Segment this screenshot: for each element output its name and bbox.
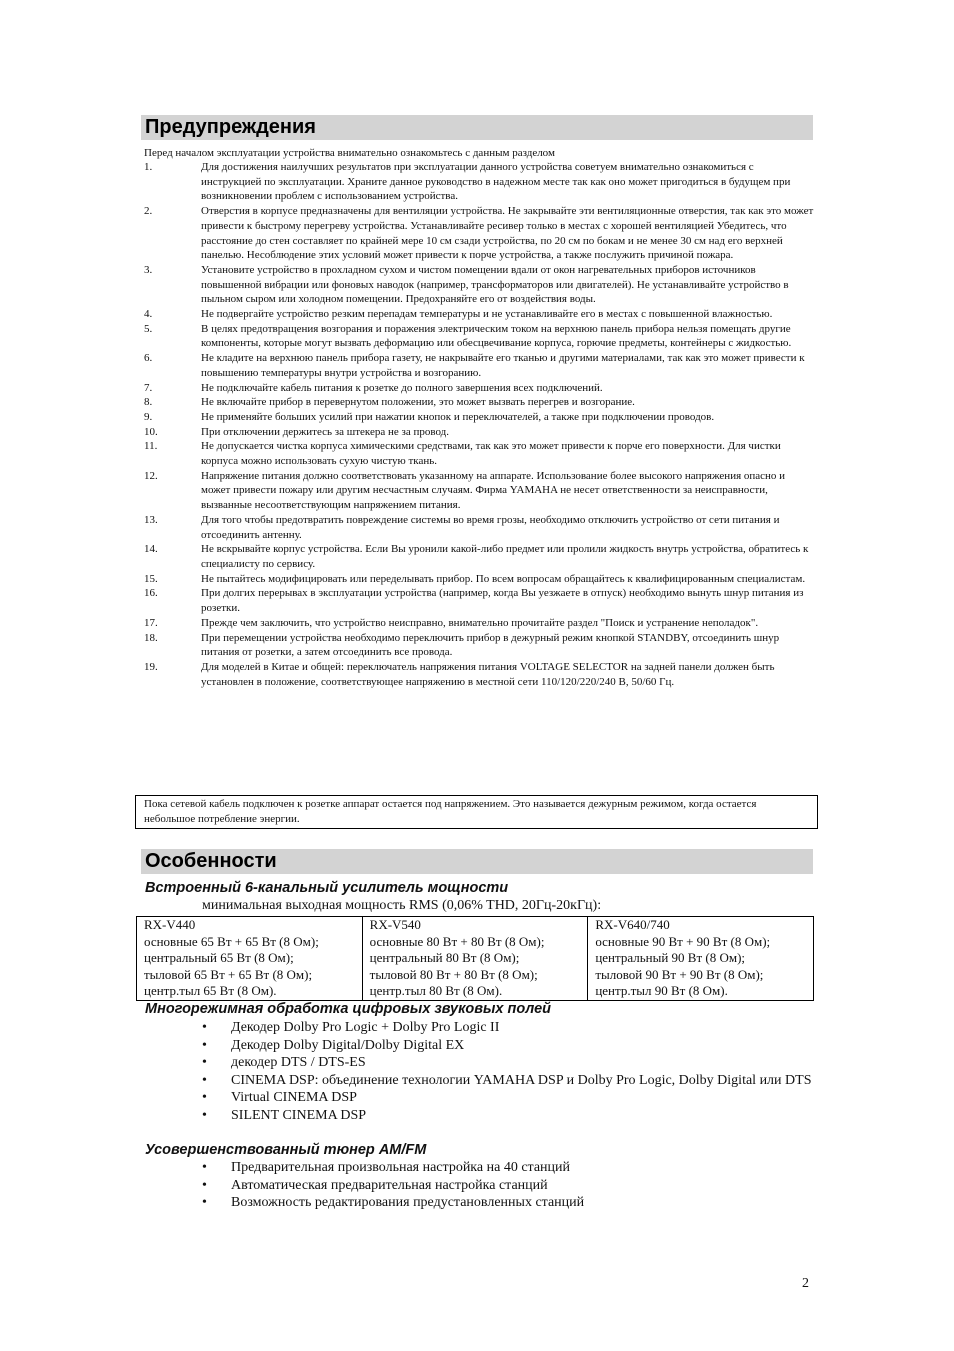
spec-line: центральный 65 Вт (8 Ом); xyxy=(144,950,294,965)
warning-number: 13. xyxy=(144,513,158,526)
bullet-icon: • xyxy=(202,1072,207,1088)
warning-number: 4. xyxy=(144,308,153,321)
warning-item xyxy=(144,395,814,410)
spec-line: основные 90 Вт + 90 Вт (8 Ом); xyxy=(595,933,771,949)
tuner-heading: Усовершенствованный тюнер AM/FM xyxy=(145,1142,427,1158)
bullet-icon: • xyxy=(202,1037,207,1053)
spec-cell-rx-v540 xyxy=(362,917,588,1001)
warning-item xyxy=(144,513,814,542)
spec-line: тыловой 90 Вт + 90 Вт (8 Ом); xyxy=(595,966,764,982)
list-item-text: Декодер Dolby Pro Logic + Dolby Pro Logic II xyxy=(231,1020,500,1035)
warning-text: Не пытайтесь модифицировать или переделывать прибор. По всем вопросам обращайтесь к квалифицированным специалистам. xyxy=(201,572,806,585)
warning-number: 5. xyxy=(144,322,153,335)
warning-number: 12. xyxy=(144,469,158,482)
list-item-text: Декодер Dolby Digital/Dolby Digital EX xyxy=(231,1037,465,1053)
warning-text: Для достижения наилучших результатов при эксплуатации данного устройства советуем внимательно ознакомиться с инструкцией по эксплуатации. Храните данное руководство в надежном месте так как оно может пригодиться в будущем при возникновении проблем с использованием устройства. xyxy=(201,161,791,203)
bullet-icon: • xyxy=(202,1177,207,1193)
spec-line: центр.тыл 65 Вт (8 Ом). xyxy=(144,983,277,998)
spec-line: тыловой 65 Вт + 65 Вт (8 Ом); xyxy=(144,966,313,982)
warning-text: Для моделей в Китае и общей: переключатель напряжения питания VOLTAGE SELECTOR на задней панели должен быть установлен в положение, соответствующее напряжению в местной сети 110/120/220/240 В, 50/60 Гц. xyxy=(201,660,775,688)
spec-line: тыловой 80 Вт + 80 Вт (8 Ом); xyxy=(369,966,538,982)
warning-text: При отключении держитесь за штекера не за провод. xyxy=(201,425,450,438)
list-item xyxy=(202,1107,812,1125)
warning-item xyxy=(144,586,814,615)
warning-text: Не включайте прибор в перевернутом положении, это может вызвать перегрев и возгорание. xyxy=(201,396,635,409)
warning-number: 6. xyxy=(144,352,153,365)
warning-item xyxy=(144,660,814,689)
warnings-heading: Предупреждения xyxy=(141,115,813,140)
list-item xyxy=(202,1089,812,1107)
warning-item xyxy=(144,439,814,468)
list-item xyxy=(202,1159,812,1177)
warning-number: 8. xyxy=(144,396,153,409)
warning-text: Не применяйте больших усилий при нажатии кнопок и переключателей, а также при подключении проводов. xyxy=(201,410,715,423)
warning-item xyxy=(144,616,814,631)
warning-number: 17. xyxy=(144,616,158,629)
spec-line: центральный 80 Вт (8 Ом); xyxy=(369,950,520,965)
spec-cell-rx-v640-740 xyxy=(588,917,814,1001)
warning-item xyxy=(144,425,814,440)
warning-item xyxy=(144,572,814,587)
warning-item xyxy=(144,351,814,380)
amp-heading: Встроенный 6-канальный усилитель мощности xyxy=(145,880,509,896)
warning-text: Не допускается чистка корпуса химическими средствами, так как это может привести к порче его поверхности. Для чистки корпуса можно использовать сухую чистую ткань. xyxy=(201,440,781,468)
warning-text: Не вскрывайте корпус устройства. Если Вы уронили какой-либо предмет или пролили жидкость внутрь устройства, обратитесь к специалисту по сервису. xyxy=(201,543,809,570)
warning-text: При долгих перерывах в эксплуатации устройства (например, когда Вы уезжаете в отпуск) необходимо вынуть шнур питания из розетки. xyxy=(201,587,804,615)
list-item-text: декодер DTS / DTS-ES xyxy=(231,1055,366,1070)
warning-number: 11. xyxy=(144,440,158,453)
list-item xyxy=(202,1177,812,1195)
rms-spec-line: минимальная выходная мощность RMS (0,06% THD, 20Гц-20кГц): xyxy=(202,898,602,913)
warning-item xyxy=(144,469,814,513)
warning-number: 15. xyxy=(144,572,158,585)
list-item-text: Возможность редактирования предустановленных станций xyxy=(231,1195,585,1210)
list-item xyxy=(202,1037,812,1055)
warning-text: Не кладите на верхнюю панель прибора газету, не накрывайте его тканью и другими материалами, так как это может привести к повышению температуры внутри устройства и возгоранию. xyxy=(201,352,805,379)
warning-text: Прежде чем заключить, что устройство неисправно, внимательно прочитайте раздел "Поиск и устранение неполадок". xyxy=(201,616,759,629)
list-item xyxy=(202,1054,812,1072)
features-heading: Особенности xyxy=(141,849,813,874)
bullet-icon: • xyxy=(202,1055,207,1070)
list-item xyxy=(202,1019,812,1037)
warning-item xyxy=(144,307,814,322)
list-item-text: SILENT CINEMA DSP xyxy=(231,1107,367,1123)
spec-line: центральный 90 Вт (8 Ом); xyxy=(595,950,746,965)
warning-number: 1. xyxy=(144,161,153,173)
bullet-icon: • xyxy=(202,1090,207,1105)
warning-item xyxy=(144,160,814,204)
page-number: 2 xyxy=(802,1276,809,1291)
spec-line: основные 80 Вт + 80 Вт (8 Ом); xyxy=(369,933,545,949)
list-item-text: Virtual CINEMA DSP xyxy=(231,1090,357,1105)
list-item-text: Предварительная произвольная настройка на 40 станций xyxy=(231,1160,571,1175)
spec-line: основные 65 Вт + 65 Вт (8 Ом); xyxy=(144,933,319,949)
bullet-icon: • xyxy=(202,1107,207,1123)
list-item xyxy=(202,1194,812,1212)
warning-number: 9. xyxy=(144,410,153,423)
warning-text: В целях предотвращения возгорания и поражения электрическим током на верхнюю панель прибора нельзя помещать другие компоненты, которые могут вызвать деформацию или обесцвечивание корпуса, горючие предметы, контейнеры с жидкостью. xyxy=(201,322,792,350)
warning-text: Отверстия в корпусе предназначены для вентиляции устройства. Не закрывайте эти вентиляционные отверстия, так как это может привести к быстрому перегреву устройства. Устанавливайте ресивер только в местах с хорошей вентиляцией Убедитесь, что расстояние до стен составляет по крайней мере 10 см сзади устройства, по 20 см по бокам и не менее 30 см над его верхней панелью. Несоблюдение этих условий может привести к порче устройства, а также послужить причиной пожара. xyxy=(201,205,814,262)
warning-item xyxy=(144,322,814,351)
list-item-text: Автоматическая предварительная настройка станций xyxy=(231,1177,548,1193)
warning-number: 16. xyxy=(144,587,158,600)
dsp-feature-list xyxy=(202,1019,812,1124)
spec-line: центр.тыл 80 Вт (8 Ом). xyxy=(369,983,503,998)
warning-number: 18. xyxy=(144,631,158,644)
warning-number: 2. xyxy=(144,205,153,218)
standby-notice-box: Пока сетевой кабель подключен к розетке аппарат остается под напряжением. Это называется дежурным режимом, когда остается небольшое потребление энергии. xyxy=(135,795,818,829)
list-item-text: CINEMA DSP: объединение технологии YAMAHA DSP и Dolby Pro Logic, Dolby Digital или DTS xyxy=(231,1072,812,1088)
spec-cell-rx-v440 xyxy=(137,917,363,1001)
warning-text: Для того чтобы предотвратить повреждение системы во время грозы, необходимо отключить устройство от сети питания и отсоединить антенну. xyxy=(201,513,780,541)
dsp-heading: Многорежимная обработка цифровых звуковых полей xyxy=(145,1001,551,1017)
warning-text: Напряжение питания должно соответствовать указанному на аппарате. Использование более высокого напряжения опасно и может привести пожару или другим несчастным случаям. Фирма YAMAHA не несет ответственности за неисправности, вызванные несоответствующим напряжением питания. xyxy=(201,469,786,512)
bullet-icon: • xyxy=(202,1020,207,1035)
warning-text: Установите устройство в прохладном сухом и чистом помещении вдали от окон нагревательных приборов источников повышенной вибрации или фоновых наводок (например, трансформаторов или двигателей). Не устанавливайте устройство в пыльном сыром или холодном помещении. Предохраняйте его от воздействия воды. xyxy=(201,263,789,306)
warning-item xyxy=(144,204,814,263)
warnings-intro: Перед началом эксплуатации устройства внимательно ознакомьтесь с данным разделом xyxy=(144,147,555,159)
model-name: RX-V640/740 xyxy=(595,917,670,932)
bullet-icon: • xyxy=(202,1195,207,1210)
warning-number: 14. xyxy=(144,543,158,556)
warning-item xyxy=(144,410,814,425)
warning-text: Не подключайте кабель питания к розетке до полного завершения всех подключений. xyxy=(201,381,603,394)
table-row xyxy=(137,917,814,1001)
bullet-icon: • xyxy=(202,1160,207,1175)
warning-text: При перемещении устройства необходимо переключить прибор в дежурный режим кнопкой STANDBY, отсоединить шнур питания от розетки, а затем отсоединить все провода. xyxy=(201,631,780,659)
warning-item xyxy=(144,542,814,571)
model-name: RX-V540 xyxy=(369,917,421,932)
model-name: RX-V440 xyxy=(144,917,196,932)
tuner-feature-list xyxy=(202,1159,812,1212)
list-item xyxy=(202,1072,812,1090)
warning-text: Не подвергайте устройство резким перепадам температуры и не устанавливайте его в местах с повышенной влажностью. xyxy=(201,308,773,321)
warnings-list xyxy=(144,160,814,689)
amp-spec-table xyxy=(136,916,814,1001)
warning-number: 3. xyxy=(144,263,153,276)
warning-item xyxy=(144,263,814,307)
warning-number: 19. xyxy=(144,660,158,673)
warning-number: 10. xyxy=(144,425,158,438)
warning-item xyxy=(144,381,814,396)
spec-line: центр.тыл 90 Вт (8 Ом). xyxy=(595,983,728,998)
warning-number: 7. xyxy=(144,381,153,394)
warning-item xyxy=(144,631,814,660)
